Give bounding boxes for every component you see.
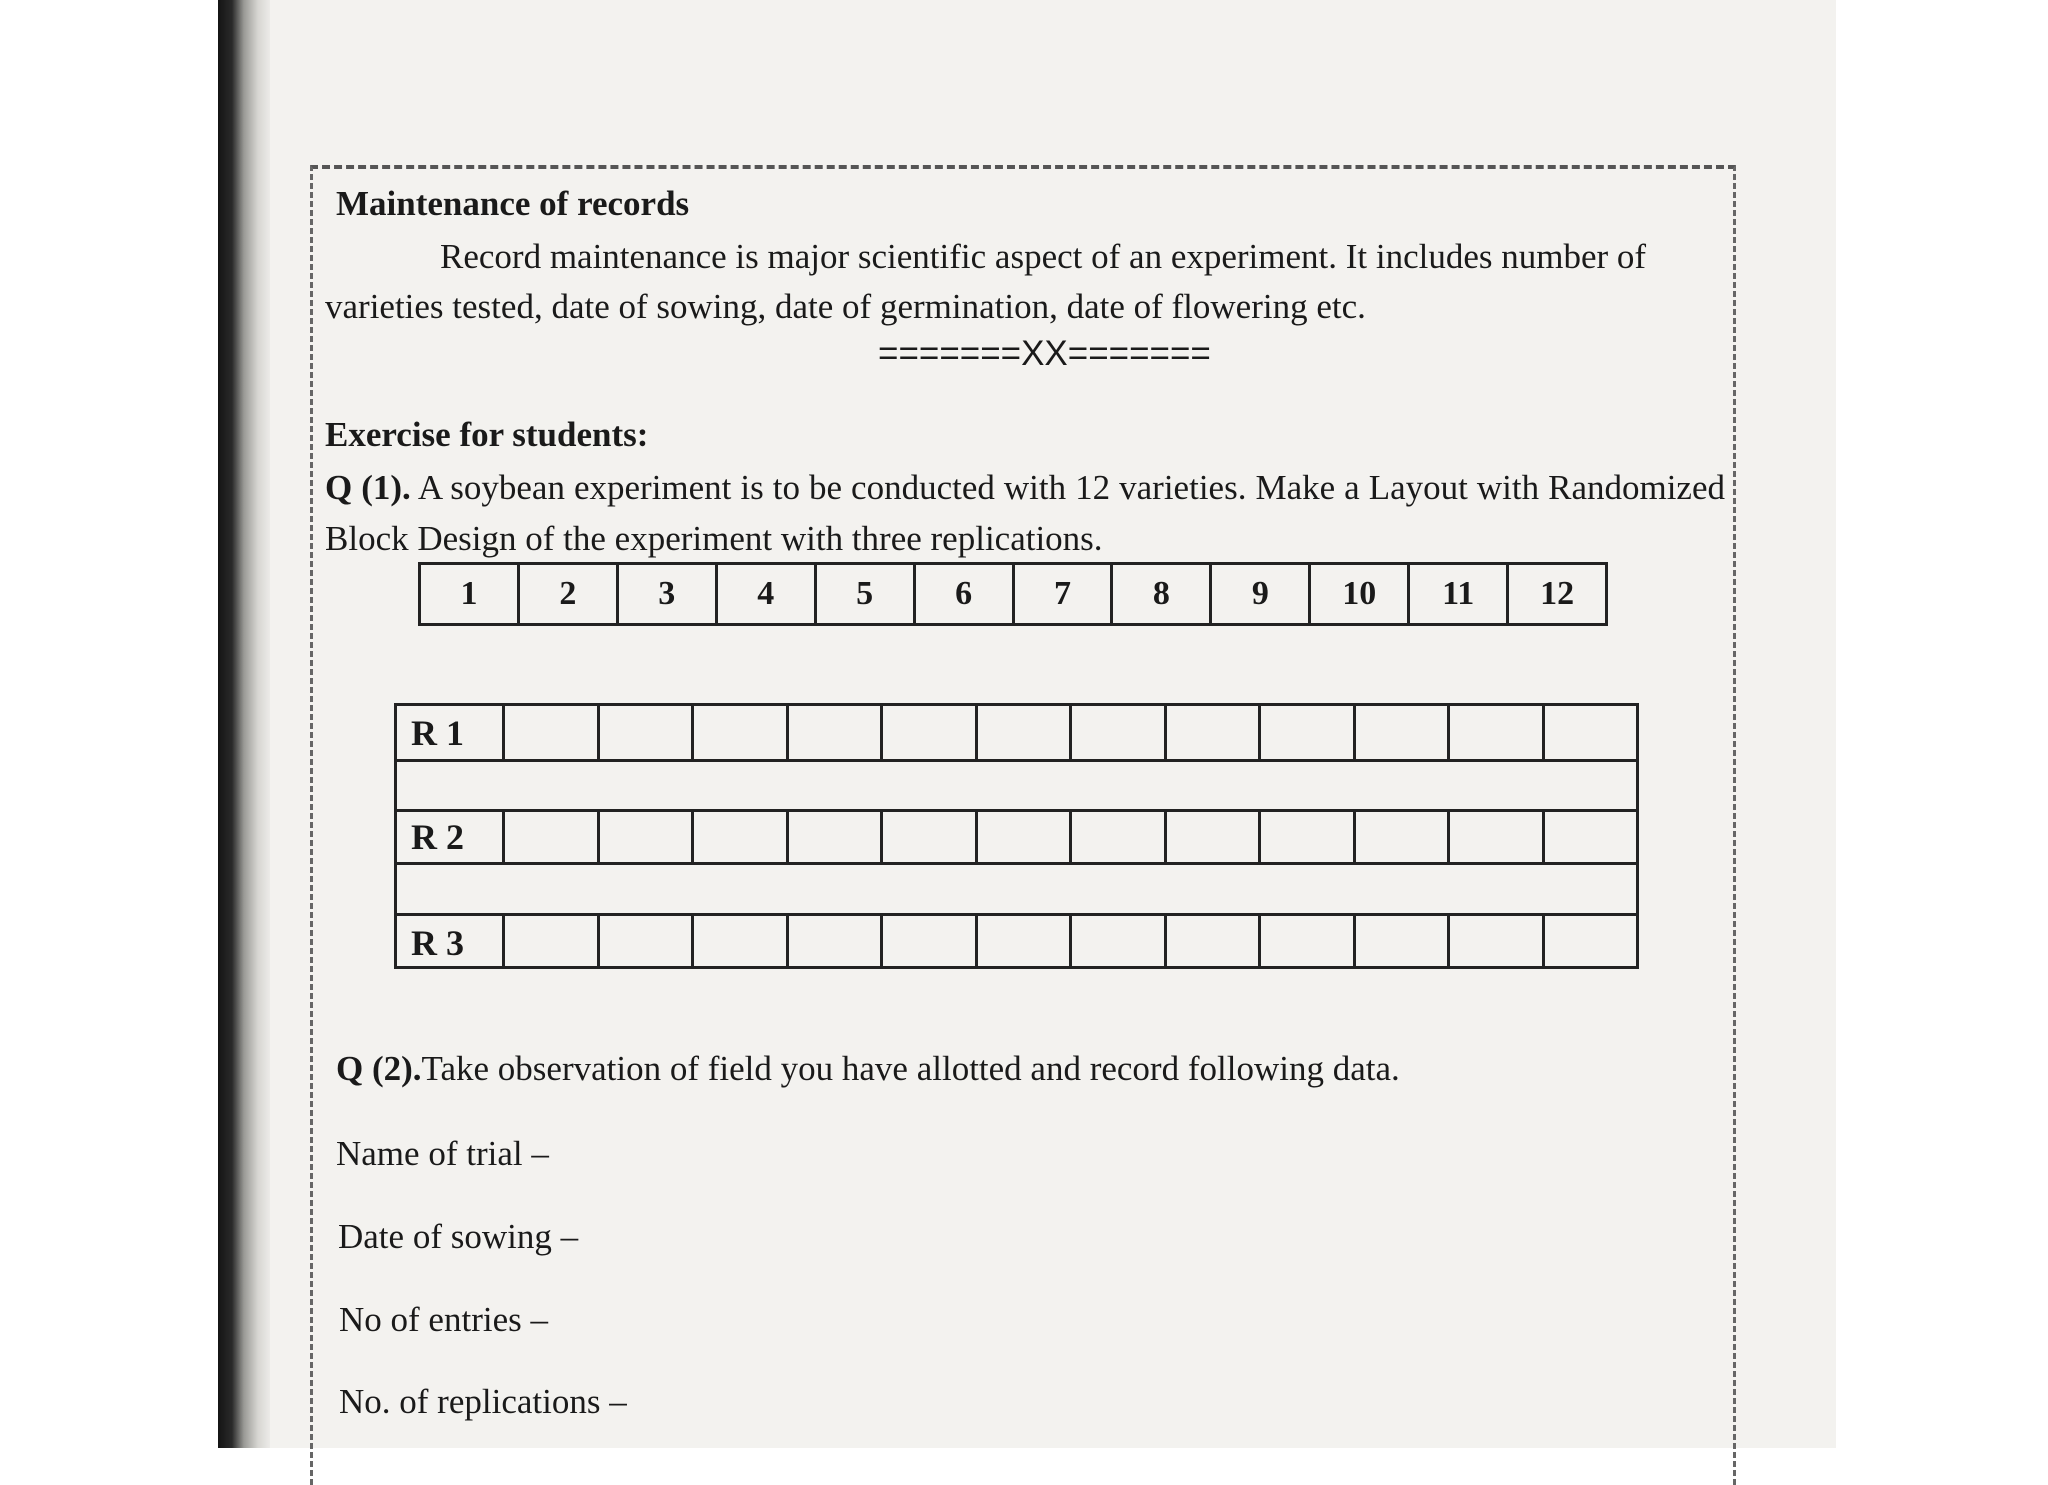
replication-label: R 1	[397, 706, 505, 759]
plot-cell	[789, 812, 883, 862]
plot-cell	[1545, 812, 1636, 862]
book-binding-shadow	[218, 0, 270, 1448]
field-no-of-entries: No of entries –	[339, 1300, 548, 1339]
variety-cell: 11	[1410, 565, 1509, 623]
plot-cell	[1356, 706, 1450, 759]
question-2	[336, 1048, 1400, 1090]
plot-cell	[1072, 812, 1166, 862]
plot-cell	[1450, 706, 1544, 759]
variety-cell: 7	[1015, 565, 1114, 623]
plot-cell	[600, 706, 694, 759]
plot-cell	[1072, 916, 1166, 969]
variety-cell: 9	[1212, 565, 1311, 623]
plot-cell	[1545, 706, 1636, 759]
variety-cell: 8	[1113, 565, 1212, 623]
plot-cell	[1450, 812, 1544, 862]
field-date-of-sowing: Date of sowing –	[338, 1217, 579, 1256]
plot-cell	[1261, 706, 1355, 759]
plot-cell	[1545, 916, 1636, 969]
question-1	[325, 462, 1725, 564]
question-1-text: A soybean experiment is to be conducted with 12 varieties. Make a Layout with Randomized Block Design of the experiment with three replications.	[325, 468, 1725, 558]
plot-cell	[1072, 706, 1166, 759]
plot-cell	[600, 916, 694, 969]
plot-cell	[1261, 916, 1355, 969]
replication-row-2	[397, 809, 1636, 865]
plot-cell	[883, 812, 977, 862]
plot-cell	[883, 706, 977, 759]
question-2-label: Q (2).	[336, 1049, 422, 1088]
plot-cell	[978, 812, 1072, 862]
rbd-layout-table	[394, 703, 1639, 969]
plot-cell	[1356, 812, 1450, 862]
varieties-row	[418, 562, 1608, 626]
plot-cell	[1167, 812, 1261, 862]
field-name-of-trial: Name of trial –	[336, 1134, 549, 1173]
section-heading: Maintenance of records	[336, 184, 690, 223]
variety-cell: 3	[619, 565, 718, 623]
plot-cell	[1450, 916, 1544, 969]
plot-cell	[978, 706, 1072, 759]
question-1-label: Q (1).	[325, 468, 411, 507]
plot-cell	[505, 916, 599, 969]
plot-cell	[600, 812, 694, 862]
plot-cell	[1356, 916, 1450, 969]
variety-cell: 12	[1540, 575, 1575, 612]
replication-row-1	[397, 706, 1636, 762]
plot-cell	[978, 916, 1072, 969]
variety-cell: 6	[916, 565, 1015, 623]
variety-cell: 10	[1311, 565, 1410, 623]
plot-cell	[694, 916, 788, 969]
section-paragraph: Record maintenance is major scientific aspect of an experiment. It includes number of varieties tested, date of sowing, date of germination, date of flowering etc.	[325, 237, 1647, 326]
plot-cell	[1167, 706, 1261, 759]
variety-cell: 1	[421, 565, 520, 623]
plot-cell	[1167, 916, 1261, 969]
variety-cell: 5	[817, 565, 916, 623]
plot-cell	[789, 916, 883, 969]
variety-cell: 4	[718, 565, 817, 623]
replication-label: R 2	[397, 812, 505, 862]
plot-cell	[883, 916, 977, 969]
plot-cell	[1261, 812, 1355, 862]
question-2-text: Take observation of field you have allotted and record following data.	[421, 1049, 1400, 1088]
plot-cell	[694, 812, 788, 862]
plot-cell	[505, 706, 599, 759]
replication-row-3	[397, 913, 1636, 969]
plot-cell	[505, 812, 599, 862]
section-divider: =======XX=======	[878, 334, 1211, 373]
field-no-of-replications: No. of replications –	[339, 1382, 627, 1421]
replication-label: R 3	[397, 916, 505, 969]
variety-cell: 2	[520, 565, 619, 623]
plot-cell	[694, 706, 788, 759]
plot-cell	[789, 706, 883, 759]
exercise-heading: Exercise for students:	[325, 415, 649, 454]
